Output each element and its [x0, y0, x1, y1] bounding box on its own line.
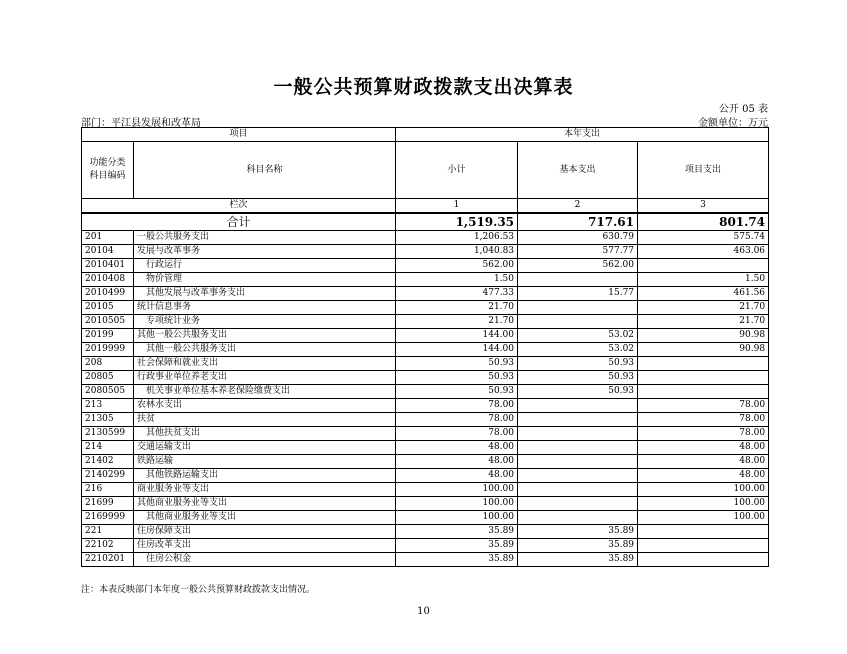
row-subtotal: 50.93 [396, 357, 518, 371]
header-func-code [82, 142, 134, 199]
table-row [82, 357, 769, 371]
row-project [638, 539, 769, 553]
row-code: 201 [82, 231, 134, 245]
row-project: 90.98 [638, 329, 769, 343]
row-name: 交通运输支出 [134, 441, 396, 455]
row-name: 一般公共服务支出 [134, 231, 396, 245]
row-basic [518, 469, 638, 483]
row-name: 住房改革支出 [134, 539, 396, 553]
row-subtotal: 1.50 [396, 273, 518, 287]
row-basic [518, 315, 638, 329]
header-project-exp: 项目支出 [638, 142, 769, 199]
page-number: 10 [417, 606, 430, 617]
row-basic: 50.93 [518, 371, 638, 385]
table-row [82, 399, 769, 413]
row-name: 扶贫 [134, 413, 396, 427]
table-row [82, 427, 769, 441]
row-code: 21305 [82, 413, 134, 427]
row-subtotal: 100.00 [396, 497, 518, 511]
row-name: 专项统计业务 [134, 315, 396, 329]
row-name: 行政事业单位养老支出 [134, 371, 396, 385]
row-code: 208 [82, 357, 134, 371]
row-subtotal: 144.00 [396, 329, 518, 343]
row-project [638, 525, 769, 539]
row-project: 1.50 [638, 273, 769, 287]
table-row [82, 539, 769, 553]
row-name: 机关事业单位基本养老保险缴费支出 [134, 385, 396, 399]
row-project: 461.56 [638, 287, 769, 301]
row-name: 发展与改革事务 [134, 245, 396, 259]
row-project: 21.70 [638, 301, 769, 315]
row-name: 其他商业服务业等支出 [134, 497, 396, 511]
table-row [82, 441, 769, 455]
table-row [82, 497, 769, 511]
row-basic: 53.02 [518, 329, 638, 343]
table-row [82, 343, 769, 357]
row-project: 48.00 [638, 441, 769, 455]
row-subtotal: 21.70 [396, 315, 518, 329]
row-basic: 50.93 [518, 385, 638, 399]
row-basic: 15.77 [518, 287, 638, 301]
row-name: 其他一般公共服务支出 [134, 343, 396, 357]
row-code: 2130599 [82, 427, 134, 441]
row-subtotal: 100.00 [396, 483, 518, 497]
header-col3: 3 [638, 199, 769, 214]
row-subtotal: 1,040.83 [396, 245, 518, 259]
table-row [82, 511, 769, 525]
row-subtotal: 144.00 [396, 343, 518, 357]
header-func-code-line1: 功能分类 [89, 158, 126, 168]
row-code: 2080505 [82, 385, 134, 399]
row-code: 20104 [82, 245, 134, 259]
row-subtotal: 78.00 [396, 413, 518, 427]
row-name: 农林水支出 [134, 399, 396, 413]
row-name: 其他扶贫支出 [134, 427, 396, 441]
row-basic [518, 455, 638, 469]
row-code: 214 [82, 441, 134, 455]
row-project: 78.00 [638, 413, 769, 427]
footnote: 注：本表反映部门本年度一般公共预算财政拨款支出情况。 [81, 585, 316, 595]
header-col2: 2 [518, 199, 638, 214]
row-code: 2010499 [82, 287, 134, 301]
row-name: 其他商业服务业等支出 [134, 511, 396, 525]
row-name: 物价管理 [134, 273, 396, 287]
row-name: 铁路运输 [134, 455, 396, 469]
table-row [82, 455, 769, 469]
row-basic [518, 497, 638, 511]
row-name: 其他一般公共服务支出 [134, 329, 396, 343]
row-project [638, 371, 769, 385]
total-basic: 717.61 [518, 213, 638, 231]
row-subtotal: 21.70 [396, 301, 518, 315]
row-basic [518, 511, 638, 525]
row-subtotal: 1,206.53 [396, 231, 518, 245]
table-row [82, 525, 769, 539]
header-current-year: 本年支出 [396, 128, 769, 142]
row-code: 2140299 [82, 469, 134, 483]
row-name: 社会保障和就业支出 [134, 357, 396, 371]
row-name: 其他铁路运输支出 [134, 469, 396, 483]
row-project [638, 385, 769, 399]
row-basic [518, 427, 638, 441]
row-code: 2010401 [82, 259, 134, 273]
row-name: 统计信息事务 [134, 301, 396, 315]
row-code: 2010408 [82, 273, 134, 287]
table-row [82, 301, 769, 315]
row-project [638, 357, 769, 371]
row-subtotal: 35.89 [396, 553, 518, 567]
row-code: 216 [82, 483, 134, 497]
row-code: 21402 [82, 455, 134, 469]
row-project: 463.06 [638, 245, 769, 259]
row-name: 其他发展与改革事务支出 [134, 287, 396, 301]
row-subtotal: 100.00 [396, 511, 518, 525]
header-col1: 1 [396, 199, 518, 214]
row-basic: 35.89 [518, 553, 638, 567]
total-subtotal: 1,519.35 [396, 213, 518, 231]
row-basic: 53.02 [518, 343, 638, 357]
row-project: 100.00 [638, 483, 769, 497]
row-basic [518, 483, 638, 497]
row-code: 213 [82, 399, 134, 413]
row-code: 2010505 [82, 315, 134, 329]
row-subtotal: 50.93 [396, 371, 518, 385]
table-row [82, 483, 769, 497]
header-column-no: 栏次 [82, 199, 396, 214]
row-project: 48.00 [638, 455, 769, 469]
row-code: 22102 [82, 539, 134, 553]
row-code: 221 [82, 525, 134, 539]
row-basic [518, 273, 638, 287]
header-row-3 [82, 199, 769, 214]
row-basic [518, 441, 638, 455]
row-project: 78.00 [638, 399, 769, 413]
table-row [82, 315, 769, 329]
table-row [82, 245, 769, 259]
row-subtotal: 78.00 [396, 399, 518, 413]
row-code: 20105 [82, 301, 134, 315]
header-row-1 [82, 128, 769, 142]
row-basic: 35.89 [518, 539, 638, 553]
row-project: 90.98 [638, 343, 769, 357]
total-project: 801.74 [638, 213, 769, 231]
row-project: 48.00 [638, 469, 769, 483]
header-project: 项目 [82, 128, 396, 142]
header-basic: 基本支出 [518, 142, 638, 199]
table-row [82, 259, 769, 273]
row-project: 100.00 [638, 511, 769, 525]
row-subtotal: 562.00 [396, 259, 518, 273]
row-project [638, 259, 769, 273]
row-code: 20805 [82, 371, 134, 385]
row-basic [518, 301, 638, 315]
row-subtotal: 78.00 [396, 427, 518, 441]
row-name: 行政运行 [134, 259, 396, 273]
document-title: 一般公共预算财政拨款支出决算表 [273, 76, 574, 98]
row-basic [518, 399, 638, 413]
row-project: 21.70 [638, 315, 769, 329]
row-basic [518, 413, 638, 427]
table-row [82, 287, 769, 301]
row-basic: 577.77 [518, 245, 638, 259]
row-project [638, 553, 769, 567]
row-basic: 50.93 [518, 357, 638, 371]
table-row [82, 273, 769, 287]
row-code: 2019999 [82, 343, 134, 357]
row-subtotal: 48.00 [396, 441, 518, 455]
unit-label: 金额单位：万元 [698, 118, 768, 129]
header-func-code-line2: 科目编码 [89, 171, 126, 181]
table-code: 公开 05 表 [718, 104, 768, 115]
row-subtotal: 48.00 [396, 455, 518, 469]
row-basic: 35.89 [518, 525, 638, 539]
row-subtotal: 35.89 [396, 525, 518, 539]
table-row [82, 371, 769, 385]
row-name: 住房保障支出 [134, 525, 396, 539]
header-subject-name: 科目名称 [134, 142, 396, 199]
row-code: 2210201 [82, 553, 134, 567]
total-label: 合计 [82, 213, 396, 231]
header-subtotal: 小计 [396, 142, 518, 199]
row-name: 住房公积金 [134, 553, 396, 567]
row-code: 20199 [82, 329, 134, 343]
row-subtotal: 35.89 [396, 539, 518, 553]
department-label: 部门：平江县发展和改革局 [81, 118, 201, 129]
table-row [82, 413, 769, 427]
table-row [82, 385, 769, 399]
row-subtotal: 477.33 [396, 287, 518, 301]
header-row-2 [82, 142, 769, 199]
table-row [82, 329, 769, 343]
row-basic: 630.79 [518, 231, 638, 245]
row-project: 575.74 [638, 231, 769, 245]
table-row [82, 231, 769, 245]
row-code: 21699 [82, 497, 134, 511]
row-basic: 562.00 [518, 259, 638, 273]
row-name: 商业服务业等支出 [134, 483, 396, 497]
expenditure-table [81, 127, 769, 567]
total-row [82, 213, 769, 231]
row-subtotal: 50.93 [396, 385, 518, 399]
table-row [82, 469, 769, 483]
row-project: 100.00 [638, 497, 769, 511]
row-code: 2169999 [82, 511, 134, 525]
table-row [82, 553, 769, 567]
row-project: 78.00 [638, 427, 769, 441]
row-subtotal: 48.00 [396, 469, 518, 483]
